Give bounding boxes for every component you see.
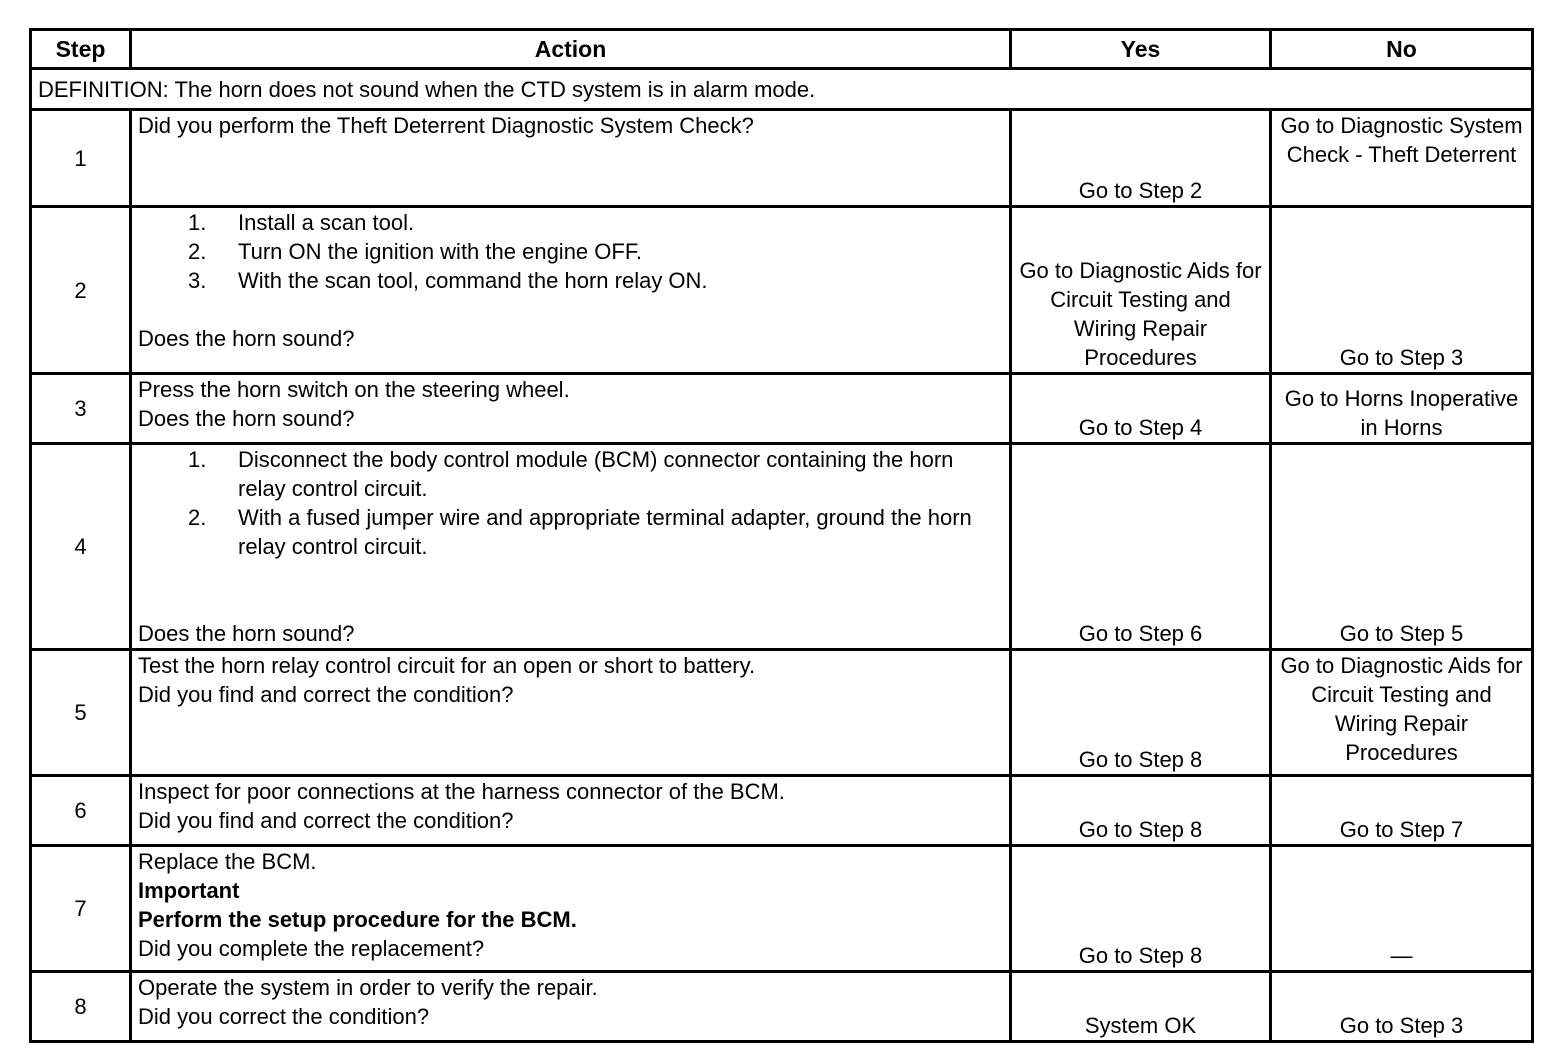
no-cell: — bbox=[1271, 846, 1533, 972]
header-no: No bbox=[1271, 30, 1533, 69]
step-number: 1 bbox=[31, 110, 131, 207]
action-cell bbox=[131, 207, 1011, 374]
action-question: Does the horn sound? bbox=[138, 326, 355, 351]
list-number: 1. bbox=[188, 447, 207, 472]
yes-cell: System OK bbox=[1011, 972, 1271, 1042]
step-number: 5 bbox=[31, 650, 131, 776]
no-cell: Go to Step 7 bbox=[1271, 776, 1533, 846]
list-text: With the scan tool, command the horn relay ON. bbox=[238, 268, 708, 293]
list-text: Install a scan tool. bbox=[238, 210, 415, 235]
yes-cell: Go to Step 2 bbox=[1011, 110, 1271, 207]
important-label: Important bbox=[138, 878, 240, 903]
action-question: Did you complete the replacement? bbox=[138, 936, 485, 961]
table-row bbox=[31, 207, 1533, 374]
list-item bbox=[138, 237, 1003, 266]
step-number: 2 bbox=[31, 207, 131, 374]
step-number: 3 bbox=[31, 374, 131, 444]
yes-cell: Go to Step 8 bbox=[1011, 776, 1271, 846]
no-cell: Go to Step 3 bbox=[1271, 207, 1533, 374]
action-text: Test the horn relay control circuit for an open or short to battery. bbox=[138, 653, 756, 678]
no-cell: Go to Diagnostic System Check - Theft Deterrent bbox=[1271, 110, 1533, 207]
important-note: Perform the setup procedure for the BCM. bbox=[138, 907, 577, 932]
list-item bbox=[138, 445, 1003, 503]
list-number: 3. bbox=[188, 268, 207, 293]
list-text: Turn ON the ignition with the engine OFF. bbox=[238, 239, 642, 264]
spacer bbox=[138, 561, 1003, 619]
action-question: Did you find and correct the condition? bbox=[138, 808, 514, 833]
diagnostic-table bbox=[29, 28, 1534, 1043]
table-row bbox=[31, 650, 1533, 776]
header-yes: Yes bbox=[1011, 30, 1271, 69]
table-row bbox=[31, 374, 1533, 444]
action-question: Does the horn sound? bbox=[138, 406, 355, 431]
yes-cell: Go to Step 8 bbox=[1011, 650, 1271, 776]
step-number: 6 bbox=[31, 776, 131, 846]
action-question: Did you find and correct the condition? bbox=[138, 682, 514, 707]
list-item bbox=[138, 266, 1003, 295]
action-text: Press the horn switch on the steering wheel. bbox=[138, 377, 570, 402]
list-number: 1. bbox=[188, 210, 207, 235]
header-action: Action bbox=[131, 30, 1011, 69]
table-row bbox=[31, 846, 1533, 972]
table-row bbox=[31, 972, 1533, 1042]
action-list bbox=[138, 445, 1003, 561]
action-cell bbox=[131, 846, 1011, 972]
no-cell: Go to Step 5 bbox=[1271, 444, 1533, 650]
yes-cell: Go to Diagnostic Aids for Circuit Testing and Wiring Repair Procedures bbox=[1011, 207, 1271, 374]
no-cell: Go to Step 3 bbox=[1271, 972, 1533, 1042]
definition-row bbox=[31, 69, 1533, 110]
yes-cell: Go to Step 8 bbox=[1011, 846, 1271, 972]
action-text: Did you perform the Theft Deterrent Diagnostic System Check? bbox=[138, 113, 754, 138]
header-step: Step bbox=[31, 30, 131, 69]
yes-cell: Go to Step 4 bbox=[1011, 374, 1271, 444]
action-cell bbox=[131, 776, 1011, 846]
step-number: 8 bbox=[31, 972, 131, 1042]
table-row bbox=[31, 776, 1533, 846]
header-row bbox=[31, 30, 1533, 69]
list-text: With a fused jumper wire and appropriate terminal adapter, ground the horn relay control circuit. bbox=[238, 505, 972, 559]
step-number: 7 bbox=[31, 846, 131, 972]
spacer bbox=[138, 295, 1003, 324]
action-cell bbox=[131, 650, 1011, 776]
action-list bbox=[138, 208, 1003, 295]
action-cell bbox=[131, 444, 1011, 650]
no-cell: Go to Diagnostic Aids for Circuit Testing and Wiring Repair Procedures bbox=[1271, 650, 1533, 776]
action-question: Does the horn sound? bbox=[138, 621, 355, 646]
action-cell bbox=[131, 374, 1011, 444]
action-text: Inspect for poor connections at the harness connector of the BCM. bbox=[138, 779, 785, 804]
yes-cell: Go to Step 6 bbox=[1011, 444, 1271, 650]
list-number: 2. bbox=[188, 239, 207, 264]
action-cell bbox=[131, 110, 1011, 207]
table-row bbox=[31, 444, 1533, 650]
action-text: Operate the system in order to verify the repair. bbox=[138, 975, 598, 1000]
list-item bbox=[138, 503, 1003, 561]
action-text: Replace the BCM. bbox=[138, 849, 317, 874]
list-text: Disconnect the body control module (BCM) connector containing the horn relay control circuit. bbox=[238, 447, 954, 501]
action-question: Did you correct the condition? bbox=[138, 1004, 430, 1029]
table-row bbox=[31, 110, 1533, 207]
step-number: 4 bbox=[31, 444, 131, 650]
list-item bbox=[138, 208, 1003, 237]
action-cell bbox=[131, 972, 1011, 1042]
list-number: 2. bbox=[188, 505, 207, 530]
definition-text: DEFINITION: The horn does not sound when the CTD system is in alarm mode. bbox=[31, 69, 1533, 110]
no-cell: Go to Horns Inoperative in Horns bbox=[1271, 374, 1533, 444]
